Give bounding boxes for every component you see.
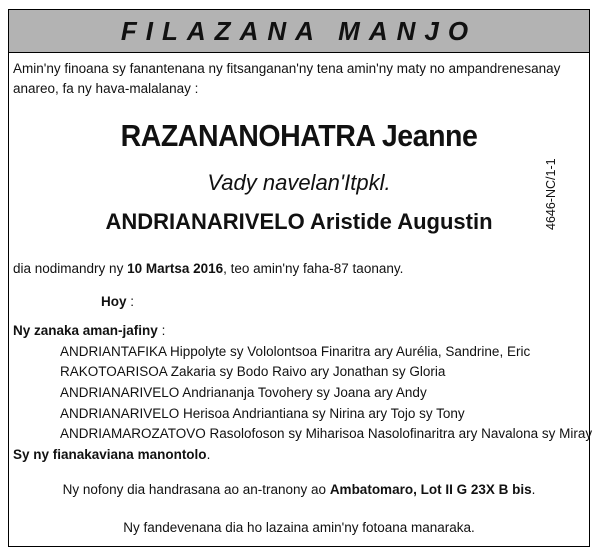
children-heading-label: Ny zanaka aman-jafiny: [13, 323, 158, 338]
children-heading-colon: :: [157, 323, 166, 338]
notice-frame: [8, 9, 593, 547]
nofony-location: Ambatomaro, Lot II G 23X B bis: [329, 482, 532, 497]
family-line: [13, 447, 210, 462]
family-dot: .: [206, 447, 211, 462]
reference-code: 4646-NC/1-1: [544, 158, 558, 230]
death-date: 10 Martsa 2016: [127, 261, 224, 276]
family-label: Sy ny fianakaviana manontolo: [13, 447, 207, 462]
hoy-line: [101, 294, 134, 309]
child-line: ANDRIANARIVELO Andriananja Tovohery sy Joana ary Andy: [60, 385, 427, 400]
nofony-dot: .: [531, 482, 536, 497]
notice-banner: FILAZANA MANJO: [9, 10, 589, 53]
child-line: ANDRIAMAROZATOVO Rasolofoson sy Miharisoa Nasolofinaritra ary Navalona sy Miray: [60, 426, 593, 441]
child-line: ANDRIANARIVELO Herisoa Andriantiana sy Nirina ary Tojo sy Tony: [60, 406, 465, 421]
hoy-label: Hoy: [101, 294, 127, 309]
children-heading: [13, 323, 165, 338]
death-notice: [13, 261, 403, 276]
spouse-name: ANDRIANARIVELO Aristide Augustin: [105, 209, 493, 234]
child-line: RAKOTOARISOA Zakaria sy Bodo Raivo ary Jonathan sy Gloria: [60, 364, 446, 379]
child-line: ANDRIANTAFIKA Hippolyte sy Vololontsoa Finaritra ary Aurélia, Sandrine, Eric: [60, 344, 531, 359]
nofony-line: [9, 482, 589, 497]
deceased-name: RAZANANOHATRA Jeanne: [120, 118, 478, 153]
intro-text: Amin'ny finoana sy fanantenana ny fitsanganan'ny tena amin'ny maty no ampandrenesanay anareo, fa ny hava-malalanay :: [13, 61, 561, 96]
funeral-line: Ny fandevenana dia ho lazaina amin'ny fotoana manaraka.: [123, 520, 475, 535]
hoy-colon: :: [126, 294, 135, 309]
death-suffix: , teo amin'ny faha-87 taonany.: [223, 261, 404, 276]
nofony-prefix: Ny nofony dia handrasana ao an-tranony ao: [62, 482, 330, 497]
relation-text: Vady navelan'Itpkl.: [207, 170, 391, 195]
death-prefix: dia nodimandry ny: [13, 261, 128, 276]
